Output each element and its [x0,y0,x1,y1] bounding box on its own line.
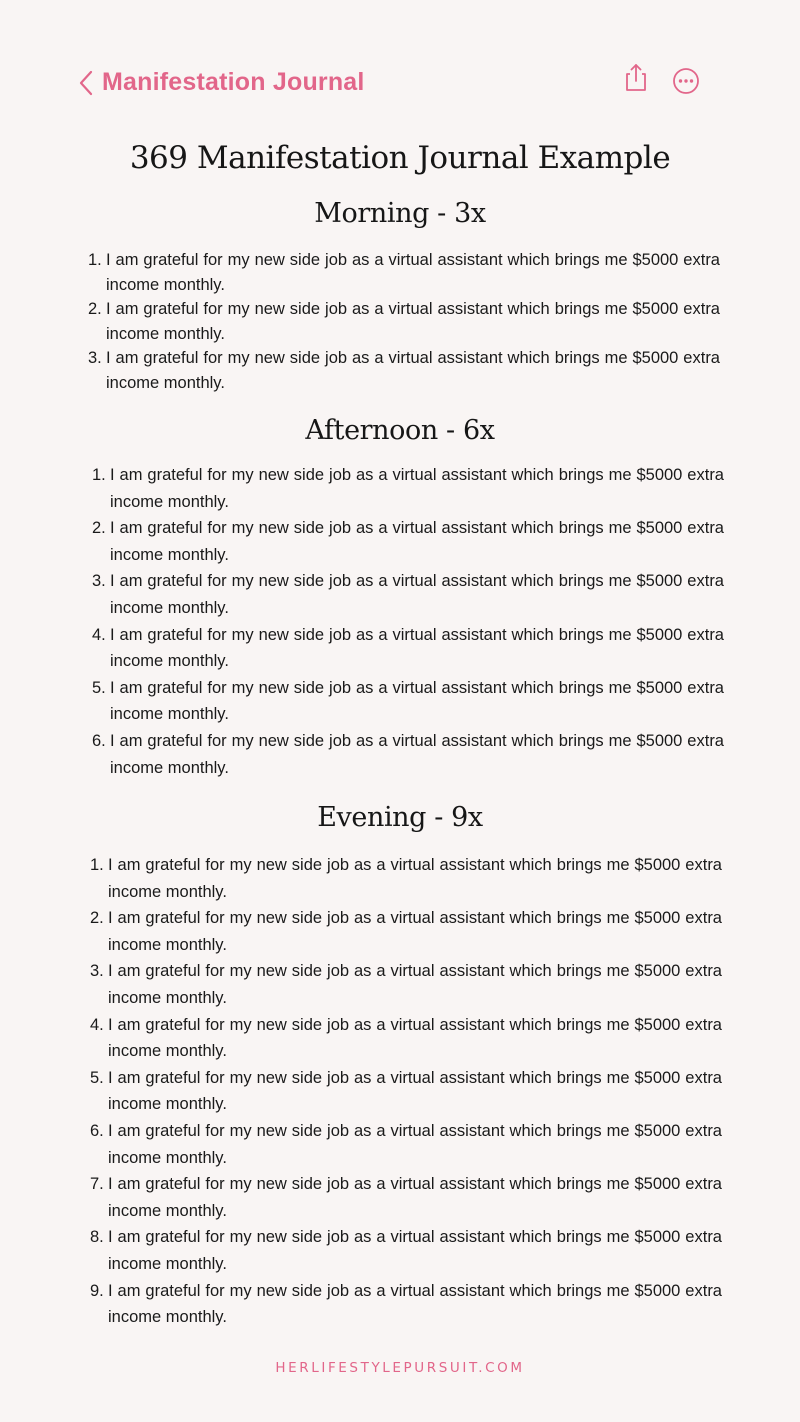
list-item-number: 1. [88,251,102,269]
list-item-text: I am grateful for my new side job as a virtual assistant which brings me $5000 extra income monthly. [106,251,720,294]
share-icon [622,62,650,94]
list-item-number: 8. [90,1228,104,1247]
more-icon [671,66,701,96]
list-item-text: I am grateful for my new side job as a virtual assistant which brings me $5000 extra income monthly. [108,856,722,901]
list-item-text: I am grateful for my new side job as a virtual assistant which brings me $5000 extra income monthly. [108,1281,722,1327]
morning-heading: Morning - 3x [314,198,486,229]
list-item-number: 6. [90,1121,104,1140]
list-item [90,852,722,905]
list-item [90,1278,722,1331]
list-item-number: 5. [90,1068,104,1087]
back-button[interactable] [78,68,365,97]
list-item-number: 9. [90,1281,104,1300]
list-item-text: I am grateful for my new side job as a virtual assistant which brings me $5000 extra income monthly. [108,1015,722,1061]
list-item-number: 4. [90,1015,104,1034]
back-button-label: Manifestation Journal [102,68,365,96]
list-item-number: 7. [90,1175,104,1194]
list-item-number: 4. [92,625,106,644]
list-item-text: I am grateful for my new side job as a virtual assistant which brings me $5000 extra income monthly. [110,572,724,617]
list-item-text: I am grateful for my new side job as a virtual assistant which brings me $5000 extra income monthly. [110,678,724,724]
list-item [90,958,722,1011]
evening-heading: Evening - 9x [317,802,483,833]
note-title: 369 Manifestation Journal Example [129,140,671,176]
list-item-text: I am grateful for my new side job as a virtual assistant which brings me $5000 extra income monthly. [108,962,722,1007]
list-item [92,515,724,568]
list-item [90,1224,722,1277]
list-item [90,1118,722,1171]
list-item [90,1065,722,1118]
list-item-text: I am grateful for my new side job as a virtual assistant which brings me $5000 extra income monthly. [110,625,724,671]
list-item-text: I am grateful for my new side job as a virtual assistant which brings me $5000 extra income monthly. [108,909,722,954]
list-item [92,675,724,728]
list-item-number: 3. [90,962,104,981]
list-item-text: I am grateful for my new side job as a virtual assistant which brings me $5000 extra income monthly. [108,1068,722,1114]
list-item [92,728,724,781]
more-button[interactable] [671,66,701,96]
list-item-text: I am grateful for my new side job as a virtual assistant which brings me $5000 extra income monthly. [108,1175,722,1220]
list-item-number: 2. [92,519,106,538]
list-item-number: 2. [88,300,102,318]
list-item [90,1171,722,1224]
afternoon-heading: Afternoon - 6x [305,415,495,446]
list-item-text: I am grateful for my new side job as a virtual assistant which brings me $5000 extra income monthly. [110,731,724,777]
list-item [90,905,722,958]
morning-list [88,248,720,395]
list-item [88,297,720,346]
list-item [90,1012,722,1065]
list-item-text: I am grateful for my new side job as a virtual assistant which brings me $5000 extra income monthly. [106,349,720,392]
list-item [92,462,724,515]
list-item [92,568,724,621]
list-item-text: I am grateful for my new side job as a virtual assistant which brings me $5000 extra income monthly. [110,519,724,564]
afternoon-list [92,462,724,781]
list-item-text: I am grateful for my new side job as a virtual assistant which brings me $5000 extra income monthly. [108,1228,722,1273]
list-item-text: I am grateful for my new side job as a virtual assistant which brings me $5000 extra income monthly. [106,300,720,343]
list-item-number: 1. [90,856,104,874]
list-item-number: 1. [92,466,106,484]
list-item-number: 6. [92,731,106,750]
evening-list [90,852,722,1331]
list-item-text: I am grateful for my new side job as a virtual assistant which brings me $5000 extra income monthly. [110,466,724,511]
list-item-number: 2. [90,909,104,928]
list-item-number: 5. [92,678,106,697]
chevron-left-icon [78,70,94,96]
footer-website: HERLIFESTYLEPURSUIT.COM [275,1360,525,1376]
share-button[interactable] [622,62,650,94]
navigation-bar [0,58,800,108]
list-item-number: 3. [88,349,102,367]
list-item-text: I am grateful for my new side job as a virtual assistant which brings me $5000 extra income monthly. [108,1121,722,1167]
list-item [88,248,720,297]
list-item [88,346,720,395]
list-item-number: 3. [92,572,106,591]
list-item [92,622,724,675]
